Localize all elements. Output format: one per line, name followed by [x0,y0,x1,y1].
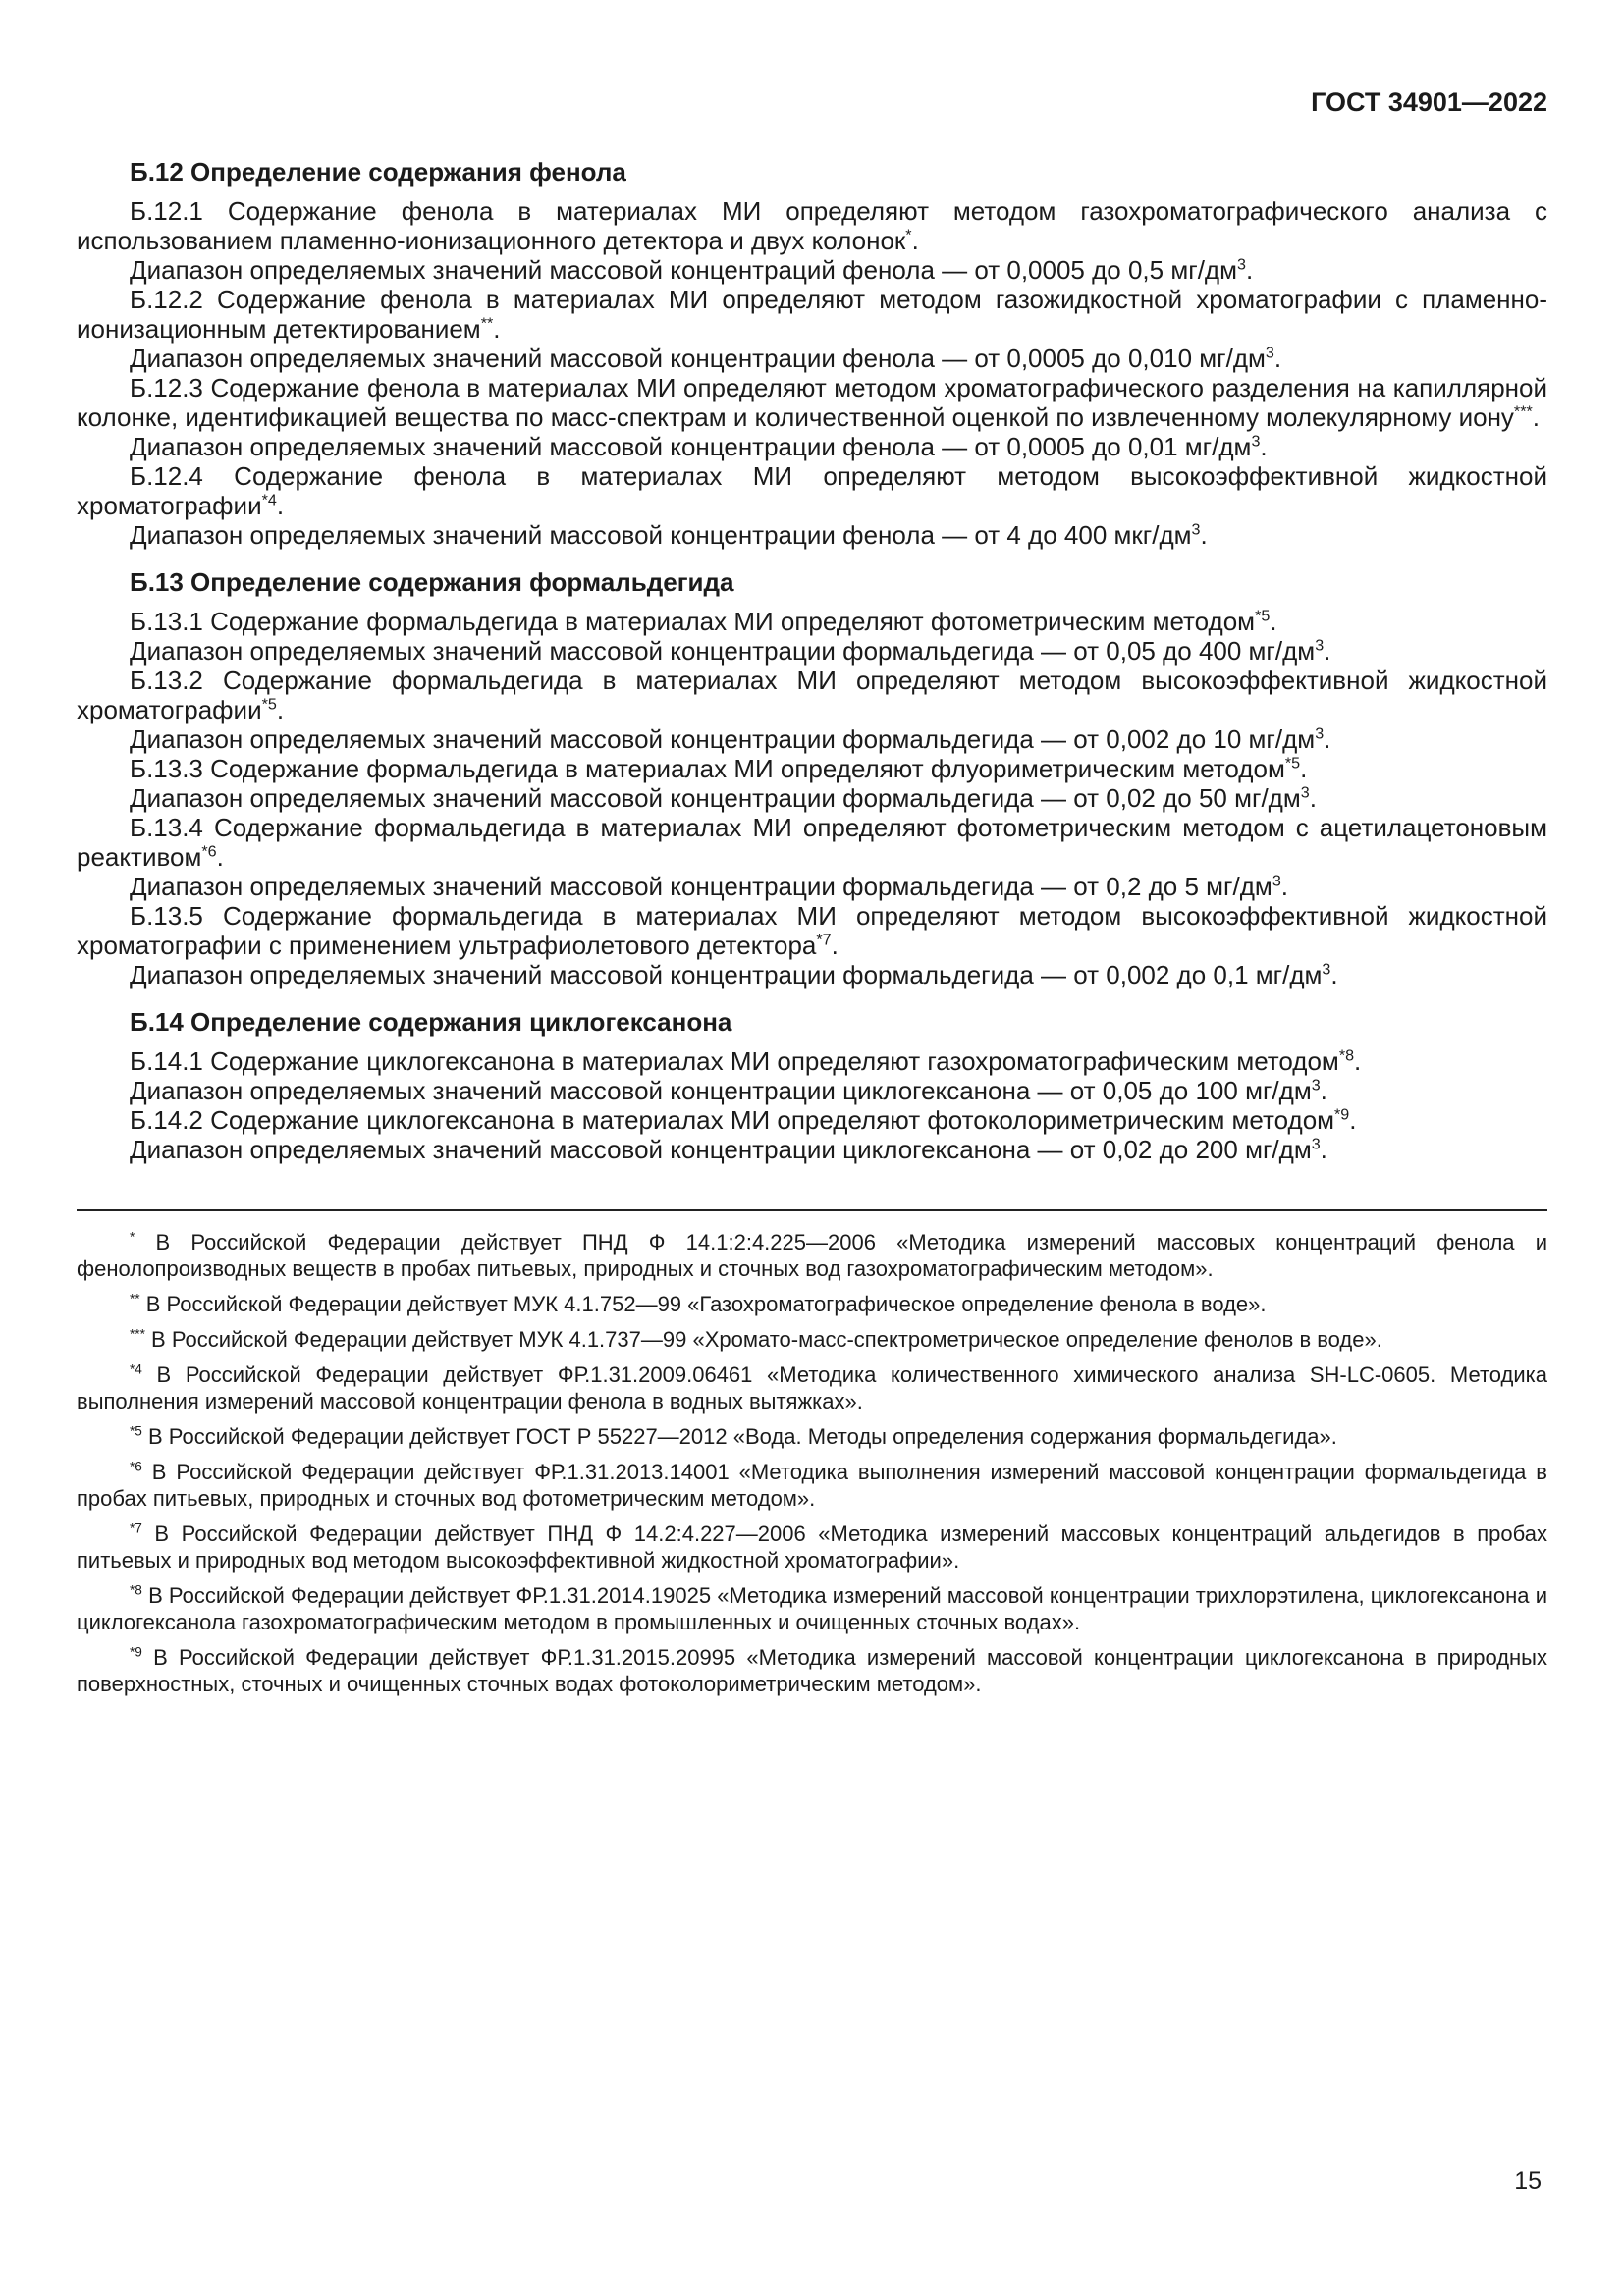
footnote-marker: ** [130,1291,140,1307]
paragraph: Б.12.4 Содержание фенола в материалах МИ определяют методом высокоэффективной жидкостной хроматографии$^{*4}$. [77,461,1547,520]
section-title: Б.12 Определение содержания фенола [130,157,626,187]
paragraph: Б.13.4 Содержание формальдегида в материалах МИ определяют фотометрическим методом с ацетилацетоновым реактивом$^{*6}$. [77,813,1547,872]
footnote-item: ** В Российской Федерации действует МУК 4.1.752—99 «Газохроматографическое определение фенола в воде». [130,1291,1267,1316]
paragraph: Диапазон определяемых значений массовой концентрации формальдегида — от 0,05 до 400 $мг/дм^3$. [130,636,1331,666]
superscript-ref: *8 [1338,1046,1355,1065]
superscript-ref: *7 [816,931,832,949]
superscript-ref: 3 [1191,520,1201,539]
document-body [77,157,1547,1164]
superscript-ref: *5 [261,695,277,714]
paragraph: Диапазон определяемых значений массовой концентраций фенола — от 0,0005 до 0,5 $мг/дм^3$. [130,255,1254,285]
superscript-ref: 3 [1311,1076,1321,1095]
superscript-ref: 3 [1311,1135,1321,1153]
superscript-ref: *6 [201,842,217,861]
paragraph: Б.13.1 Содержание формальдегида в материалах МИ определяют фотометрическим методом$^{*5}$. [130,607,1277,636]
paragraph: Диапазон определяемых значений массовой концентрации фенола — от 0,0005 до 0,01 $мг/дм^3$. [130,432,1268,461]
paragraph: Диапазон определяемых значений массовой концентрации формальдегида — от 0,002 до 0,1 $мг/дм^3$. [130,960,1338,989]
superscript-ref: 3 [1315,724,1325,743]
paragraph: Диапазон определяемых значений массовой концентрации формальдегида — от 0,002 до 10 $мг/дм^3$. [130,724,1331,754]
footnote-item: *** В Российской Федерации действует МУК 4.1.737—99 «Хромато-масс-спектрометрическое определение фенолов в воде». [130,1326,1382,1352]
footnote-item: * В Российской Федерации действует ПНД Ф 14.1:2:4.225—2006 «Методика измерений массовых концентраций фенола и фенолопроизводных веществ в пробах питьевых, природных и сточных вод газохроматографическим методом». [77,1229,1547,1281]
superscript-ref: 3 [1272,872,1281,890]
footnote-marker: * [130,1229,135,1245]
paragraph: Диапазон определяемых значений массовой концентрации циклогексанона — от 0,05 до 100 $мг/дм^3$. [130,1076,1327,1105]
footnote-marker: *7 [130,1521,142,1536]
superscript-ref: 3 [1300,783,1310,802]
superscript-ref: 3 [1236,255,1246,274]
paragraph: Б.13.2 Содержание формальдегида в материалах МИ определяют методом высокоэффективной жидкостной хроматографии$^{*5}$. [77,666,1547,724]
superscript-ref: 3 [1265,344,1274,362]
footnote-marker: *** [130,1326,145,1342]
paragraph: Б.12.2 Содержание фенола в материалах МИ определяют методом газожидкостной хроматографии с пламенно-ионизационным детектированием**. [77,285,1547,344]
footnote-marker: *8 [130,1582,142,1598]
superscript-ref: * [905,226,912,244]
paragraph: Диапазон определяемых значений массовой концентрации формальдегида — от 0,2 до 5 $мг/дм^3$. [130,872,1289,901]
footnote-item: $^{*7}$ В Российской Федерации действует ПНД Ф 14.2:4.227—2006 «Методика измерений массовых концентраций альдегидов в пробах питьевых и природных вод методом высокоэффективной жидкостной хроматографии». [77,1521,1547,1573]
footnote-item: $^{*8}$ В Российской Федерации действует ФР.1.31.2014.19025 «Методика измерений массовой концентрации трихлорэтилена, циклогексанона и циклогексанола газохроматографическим методом в промышленных и очищенных сточных водах». [77,1582,1547,1634]
document-header [77,86,1547,118]
paragraph: Диапазон определяемых значений массовой концентрации циклогексанона — от 0,02 до 200 $мг/дм^3$. [130,1135,1327,1164]
section-title: Б.13 Определение содержания формальдегида [130,567,734,597]
superscript-ref: 3 [1322,960,1331,979]
paragraph: Б.14.1 Содержание циклогексанона в материалах МИ определяют газохроматографическим методом$^{*8}$. [130,1046,1362,1076]
footnote-item: $^{*9}$ В Российской Федерации действует ФР.1.31.2015.20995 «Методика измерений массовой концентрации циклогексанона в природных поверхностных, сточных и очищенных сточных водах фотоколориметрическим методом». [77,1644,1547,1696]
superscript-ref: *5 [1255,607,1271,625]
paragraph: Б.12.1 Содержание фенола в материалах МИ определяют методом газохроматографического анализа с использованием пламенно-ионизационного детектора и двух колонок*. [77,196,1547,255]
paragraph: Диапазон определяемых значений массовой концентрации фенола — от 0,0005 до 0,010 $мг/дм^3$. [130,344,1282,373]
paragraph: Б.13.5 Содержание формальдегида в материалах МИ определяют методом высокоэффективной жидкостной хроматографии с применением ультрафиолетового детектора$^{*7}$. [77,901,1547,960]
superscript-ref: ** [480,314,494,333]
footnote-separator [77,1209,1547,1211]
document-code: ГОСТ 34901—2022 [1311,87,1547,117]
superscript-ref: *4 [261,491,277,509]
section-title: Б.14 Определение содержания циклогексанона [130,1007,732,1037]
page-number: 15 [1514,2167,1542,2195]
paragraph: Диапазон определяемых значений массовой концентрации формальдегида — от 0,02 до 50 $мг/дм^3$. [130,783,1317,813]
paragraph: Б.14.2 Содержание циклогексанона в материалах МИ определяют фотоколориметрическим методом$^{*9}$. [130,1105,1357,1135]
footnote-marker: *5 [130,1423,142,1439]
footnote-marker: *4 [130,1362,142,1377]
paragraph: Б.13.3 Содержание формальдегида в материалах МИ определяют флуориметрическим методом$^{*5}$. [130,754,1308,783]
footnote-marker: *9 [130,1644,142,1660]
footnote-item: $^{*6}$ В Российской Федерации действует ФР.1.31.2013.14001 «Методика выполнения измерений массовой концентрации формальдегида в пробах питьевых, природных и сточных вод фотометрическим методом». [77,1459,1547,1511]
footnote-item: $^{*4}$ В Российской Федерации действует ФР.1.31.2009.06461 «Методика количественного химического анализа SH-LC-0605. Методика выполнения измерений массовой концентрации фенола в водных вытяжках». [77,1362,1547,1414]
superscript-ref: *5 [1284,754,1301,773]
footnote-marker: *6 [130,1459,142,1474]
superscript-ref: *** [1513,402,1533,421]
superscript-ref: 3 [1251,432,1261,451]
footnotes-section [77,1229,1547,1697]
superscript-ref: *9 [1334,1105,1350,1124]
footnote-item: $^{*5}$ В Российской Федерации действует ГОСТ Р 55227—2012 «Вода. Методы определения содержания формальдегида». [130,1423,1337,1449]
paragraph: Б.12.3 Содержание фенола в материалах МИ определяют методом хроматографического разделения на капиллярной колонке, идентификацией вещества по масс-спектрам и количественной оценкой по извлеченному молекулярному иону***. [77,373,1547,432]
superscript-ref: 3 [1315,636,1325,655]
paragraph: Диапазон определяемых значений массовой концентрации фенола — от 4 до 400 мкг/$дм^3$. [130,520,1208,550]
